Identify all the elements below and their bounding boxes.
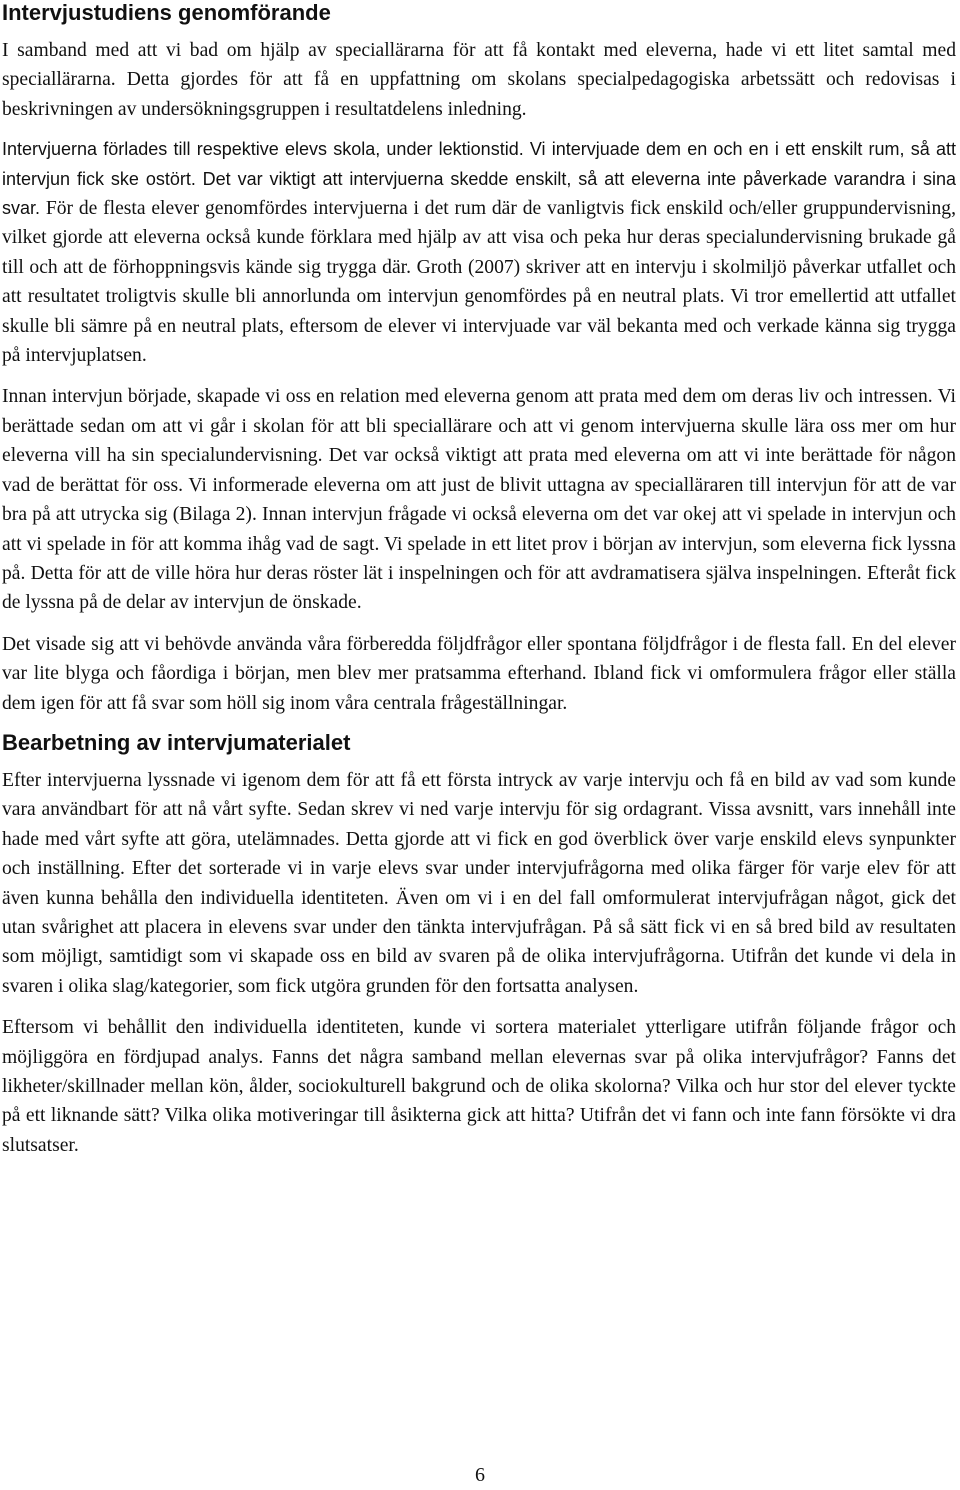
section-heading-bearbetning: Bearbetning av intervjumaterialet (2, 729, 351, 755)
paragraph-intro: I samband med att vi bad om hjälp av speciallärarna för att få kontakt med eleverna, hade vi ett litet samtal med speciallärarna. Detta gjordes för att få en uppfattning om skolans specialpedagogiska arbetssätt och redovisas i beskrivningen av undersökningsgruppen i resultatdelens inledning. (2, 40, 956, 120)
paragraph-further-analysis: Eftersom vi behållit den individuella identiteten, kunde vi sortera materialet ytterligare utifrån följande frågor och möjliggöra en fördjupad analys. Fanns det några samband mellan elevernas svar på olika intervjufrågor? Fanns det likheter/skillnader mellan kön, ålder, sociokulturell bakgrund och de olika skolorna? Vilka och hur stor del elever tyckte på ett liknande sätt? Vilka olika motiveringar till åsikterna gick att hitta? Utifrån det vi fann och inte fann försökte vi dra slutsatser. (2, 1017, 956, 1156)
paragraph-interview-location (2, 135, 956, 370)
paragraph-before-interview: Innan intervjun började, skapade vi oss en relation med eleverna genom att prata med dem om deras liv och intressen. Vi berättade sedan om att vi går i skolan för att bli speciallärare och att vi genom intervjuerna skulle lära oss mer om hur eleverna vill ha sin specialundervisning. Det var också viktigt att prata med eleverna om att vi inte berättade för någon vad de berättat för oss. Vi informerade eleverna om att just de blivit uttagna av specialläraren till intervjun för att de var bra på att utrycka sig (Bilaga 2). Innan intervjun frågade vi också eleverna om det var okej att vi spelade in intervjun och att vi spelade in för att komma ihåg vad de sagt. Vi spelade in ett litet prov i början av intervjun, som eleverna fick lyssna på. Detta för att de ville höra hur deras röster lät i inspelningen och för att avdramatisera själva inspelningen. Efteråt fick de lyssna på de delar av intervjun de önskade. (2, 386, 956, 614)
sans-sentence-2: Vi intervjuade dem en och en i ett enskilt rum, så att intervjun fick ske ostört. (2, 139, 956, 189)
section-heading-intervjustudiens-genomforande: Intervjustudiens genomförande (2, 0, 331, 25)
serif-continuation: För de flesta elever genomfördes intervjuerna i det rum där de vanligtvis fick enskild och/eller gruppundervisning, vilket gjorde att eleverna också kunde förklara med hjälp av att visa och peka hur deras specialundervisning brukade gå till och att de förhoppningsvis kände sig trygga där. Groth (2007) skriver att en intervju i skolmiljö påverkar utfallet och att resultatet troligtvis skulle bli annorlunda om intervjun genomfördes på en neutral plats. Vi tror emellertid att utfallet skulle bli sämre på en neutral plats, eftersom de elever vi intervjuade var väl bekanta med och verkade känna sig trygga på intervjuplatsen. (2, 198, 956, 367)
paragraph-processing: Efter intervjuerna lyssnade vi igenom dem för att få ett första intryck av varje intervju och få en bild av vad som kunde vara användbart för att nå vårt syfte. Sedan skrev vi ned varje intervju för sig ordagrant. Vissa avsnitt, vars innehåll inte hade med vårt syfte att göra, utelämnades. Detta gjorde att vi fick en god överblick över varje enskild elevs synpunkter och inställning. Efter det sorterade vi in varje elevs svar under intervjufrågorna med olika färger för varje elev för att även kunna behålla den individuella identiteten. Även om vi i en del fall omformulerat intervjufrågan något, gick det utan svårighet att placera in elevens svar under den tänkta intervjufrågan. På så sätt fick vi en så bred bild av resultaten som möjligt, samtidigt som vi skapade oss en bild av svaren på de olika intervjufrågorna. Utifrån det kunde vi dela in svaren i olika slag/kategorier, som fick utgöra grunden för den fortsatta analysen. (2, 769, 956, 997)
page-number: 6 (475, 1464, 485, 1486)
sans-sentence-3: Det var viktigt att intervjuerna skedde enskilt, så att eleverna inte påverkade varandra i sina svar. (2, 168, 956, 219)
sans-sentence-1: Intervjuerna förlades till respektive elevs skola, under lektionstid. (2, 139, 524, 160)
paragraph-follow-up-questions: Det visade sig att vi behövde använda våra förberedda följdfrågor eller spontana följdfrågor i de flesta fall. En del elever var lite blyga och fåordiga i början, men blev mer pratsamma efterhand. Ibland fick vi omformulera frågor eller ställa dem igen för att få svar som höll sig inom våra centrala frågeställningar. (2, 633, 956, 714)
